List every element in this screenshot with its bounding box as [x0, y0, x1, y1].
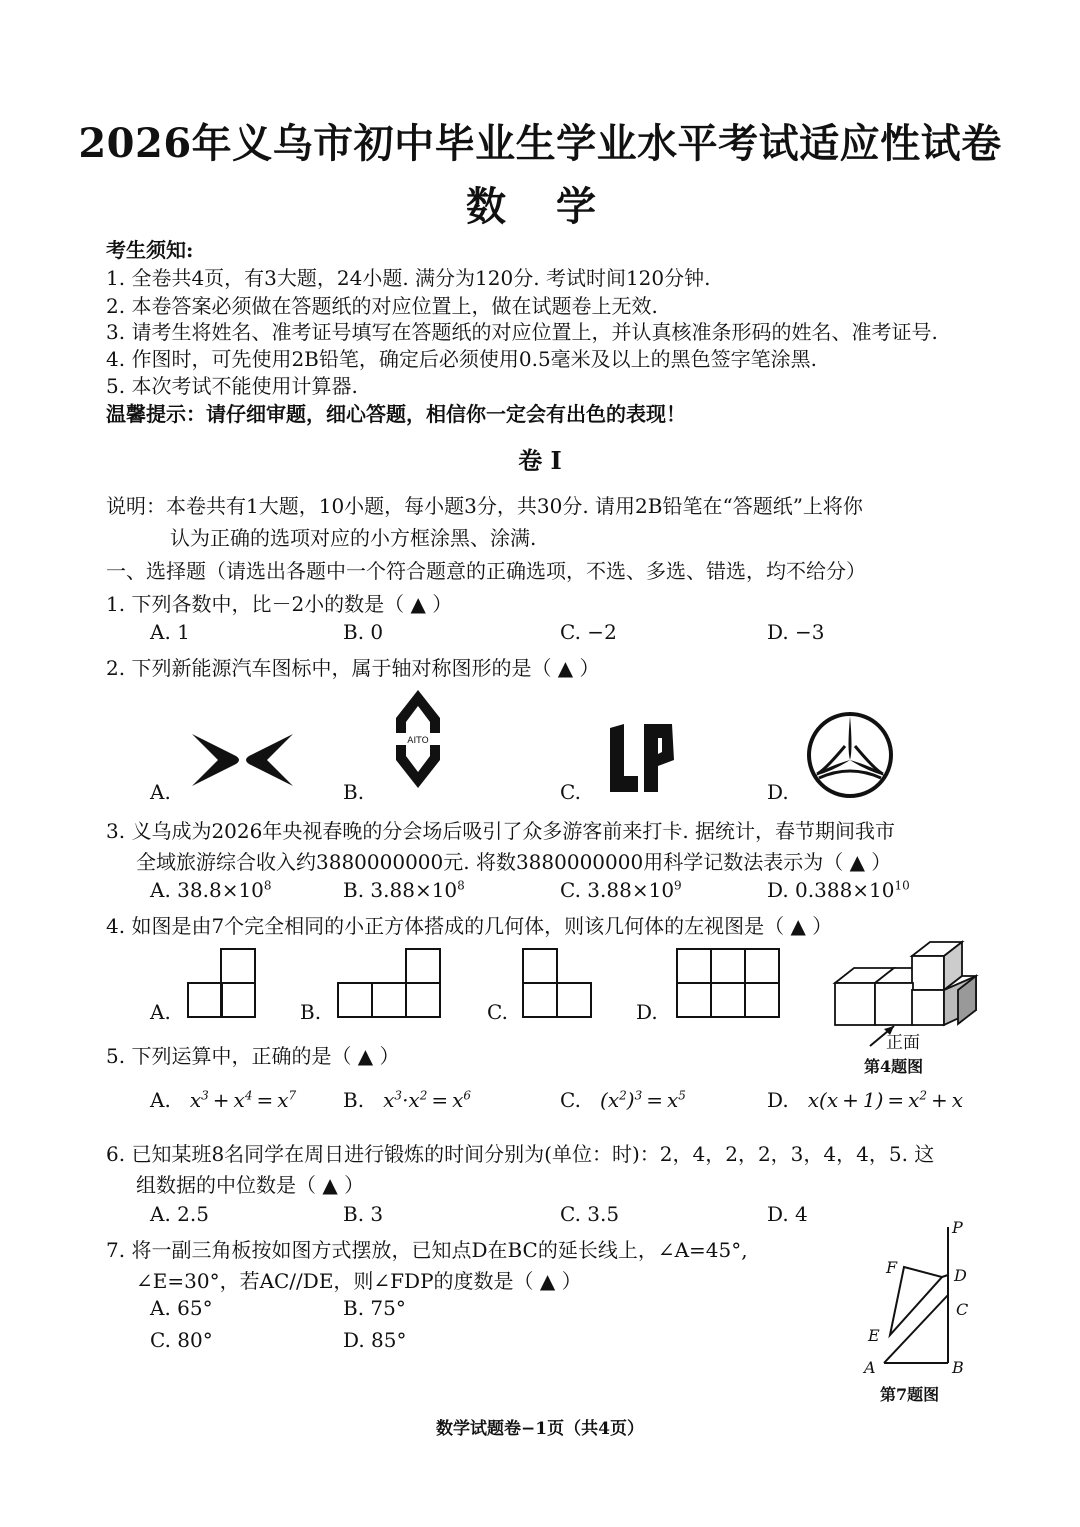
q1-option-c: C. −2: [560, 620, 617, 644]
q1-option-a: A. 1: [150, 620, 190, 644]
q5-stem: 5. 下列运算中，正确的是（ ▲ ）: [106, 1044, 400, 1068]
q2-option-c: C.: [560, 780, 581, 804]
q5-option-d: D. $x(x + 1) = x^2 + x$: [767, 1088, 964, 1112]
q5-formula-c: $(x^2)^3 = x^5$: [587, 1088, 686, 1112]
q7-label-d: D: [954, 1266, 967, 1285]
q6-stem-line2: 组数据的中位数是（ ▲ ）: [136, 1173, 365, 1197]
q3-stem-line1: 3. 义乌成为2026年央视春晚的分会场后吸引了众多游客前来打卡. 据统计，春节期间我市: [106, 819, 896, 843]
part-one-heading: 一、选择题（请选出各题中一个符合题意的正确选项，不选、多选、错选，均不给分）: [106, 559, 866, 583]
q5-option-c: C. $(x^2)^3 = x^5$: [560, 1088, 686, 1112]
notice-item: 5. 本次考试不能使用计算器.: [106, 374, 358, 398]
q5-option-a: A. $x^3 + x^4 = x^7$: [150, 1088, 297, 1112]
q7-stem-line2: ∠E=30°，若AC//DE，则∠FDP的度数是（ ▲ ）: [136, 1269, 582, 1293]
q5-formula-d: $x(x + 1) = x^2 + x$: [795, 1088, 964, 1112]
q1-stem: 1. 下列各数中，比－2小的数是（ ▲ ）: [106, 592, 453, 616]
q7-geometry-figure: [860, 1215, 980, 1380]
exam-title: 2026年义乌市初中毕业生学业水平考试适应性试卷: [78, 120, 1002, 167]
q3-option-d: D. $0.388\times 10^{10}$: [767, 878, 910, 902]
q7-label-p: P: [952, 1218, 963, 1237]
q6-option-d: D. 4: [767, 1202, 808, 1226]
q3-stem-line2: 全域旅游综合收入约3880000000元. 将数3880000000用科学记数法表示为（ ▲ ）: [136, 850, 892, 874]
logo-d-icon: [805, 710, 895, 800]
q5-formula-a: $x^3 + x^4 = x^7$: [177, 1088, 297, 1112]
notice-item: 3. 请考生将姓名、准考证号填写在答题纸的对应位置上，并认真核准条形码的姓名、准考证号.: [106, 320, 938, 344]
q3-option-c: C. $3.88\times 10^9$: [560, 878, 682, 902]
q7-label-c: C: [956, 1300, 969, 1319]
q5-option-b: B. $x^3\cdot x^2 = x^6$: [343, 1088, 472, 1112]
q2-option-b: B.: [343, 780, 365, 804]
q7-option-c: C. 80°: [150, 1328, 213, 1352]
q6-option-b: B. 3: [343, 1202, 384, 1226]
q7-stem-line1: 7. 将一副三角板按如图方式摆放，已知点D在BC的延长线上，∠A=45°,: [106, 1238, 748, 1262]
notice-heading: 考生须知:: [106, 238, 194, 262]
notice-item: 4. 作图时，可先使用2B铅笔，确定后必须使用0.5毫米及以上的黑色签字笔涂黑.: [106, 347, 818, 371]
q2-option-d: D.: [767, 780, 789, 804]
q7-label-e: E: [868, 1326, 880, 1345]
q7-option-b: B. 75°: [343, 1296, 406, 1320]
q7-option-a: A. 65°: [150, 1296, 213, 1320]
q3-option-b: B. $3.88\times 10^8$: [343, 878, 465, 902]
q7-label-b: B: [952, 1358, 964, 1377]
section-title: 卷 I: [518, 446, 562, 475]
q4-option-a: A.: [150, 1000, 171, 1024]
q6-option-c: C. 3.5: [560, 1202, 620, 1226]
logo-b-text: AITO: [407, 736, 429, 746]
q4-option-b: B.: [300, 1000, 322, 1024]
logo-c-icon: [608, 722, 676, 794]
section-explain-cont: 认为正确的选项对应的小方框涂黑、涂满.: [170, 526, 537, 550]
q7-option-d: D. 85°: [343, 1328, 407, 1352]
q1-option-b: B. 0: [343, 620, 384, 644]
notice-item: 2. 本卷答案必须做在答题纸的对应位置上，做在试题卷上无效.: [106, 294, 658, 318]
section-explain: 说明：本卷共有1大题，10小题，每小题3分，共30分. 请用2B铅笔在“答题纸”上将你: [106, 494, 863, 518]
q4-view-a: [187, 948, 257, 1018]
logo-b-icon: [392, 688, 444, 790]
warm-tip: 温馨提示：请仔细审题，细心答题，相信你一定会有出色的表现！: [106, 402, 686, 426]
q4-view-b: [337, 948, 442, 1018]
page-footer: 数学试题卷−1页（共4页）: [436, 1419, 644, 1439]
q4-stem: 4. 如图是由7个完全相同的小正方体搭成的几何体，则该几何体的左视图是（ ▲ ）: [106, 914, 833, 938]
q6-option-a: A. 2.5: [150, 1202, 209, 1226]
q7-label-f: F: [886, 1258, 898, 1277]
q6-stem-line1: 6. 已知某班8名同学在周日进行锻炼的时间分别为(单位：时)：2，4，2，2，3，4，4，5. 这: [106, 1142, 935, 1166]
q7-figure-caption: 第7题图: [880, 1385, 940, 1404]
logo-a-icon: [190, 730, 295, 790]
q7-label-a: A: [864, 1358, 876, 1377]
q4-option-d: D.: [636, 1000, 658, 1024]
q2-option-a: A.: [150, 780, 171, 804]
q4-view-d: [676, 948, 781, 1018]
q4-option-c: C.: [487, 1000, 508, 1024]
q2-stem: 2. 下列新能源汽车图标中，属于轴对称图形的是（ ▲ ）: [106, 656, 600, 680]
notice-item: 1. 全卷共4页，有3大题，24小题. 满分为120分. 考试时间120分钟.: [106, 266, 711, 290]
subject-title: 数 学: [466, 183, 614, 230]
q4-figure-caption: 第4题图: [864, 1057, 924, 1076]
q1-option-d: D. −3: [767, 620, 825, 644]
q4-view-c: [522, 948, 592, 1018]
q3-option-a: A. $38.8\times 10^8$: [150, 878, 272, 902]
q4-front-label: 正面: [886, 1033, 920, 1053]
q5-formula-b: $x^3\cdot x^2 = x^6$: [370, 1088, 472, 1112]
